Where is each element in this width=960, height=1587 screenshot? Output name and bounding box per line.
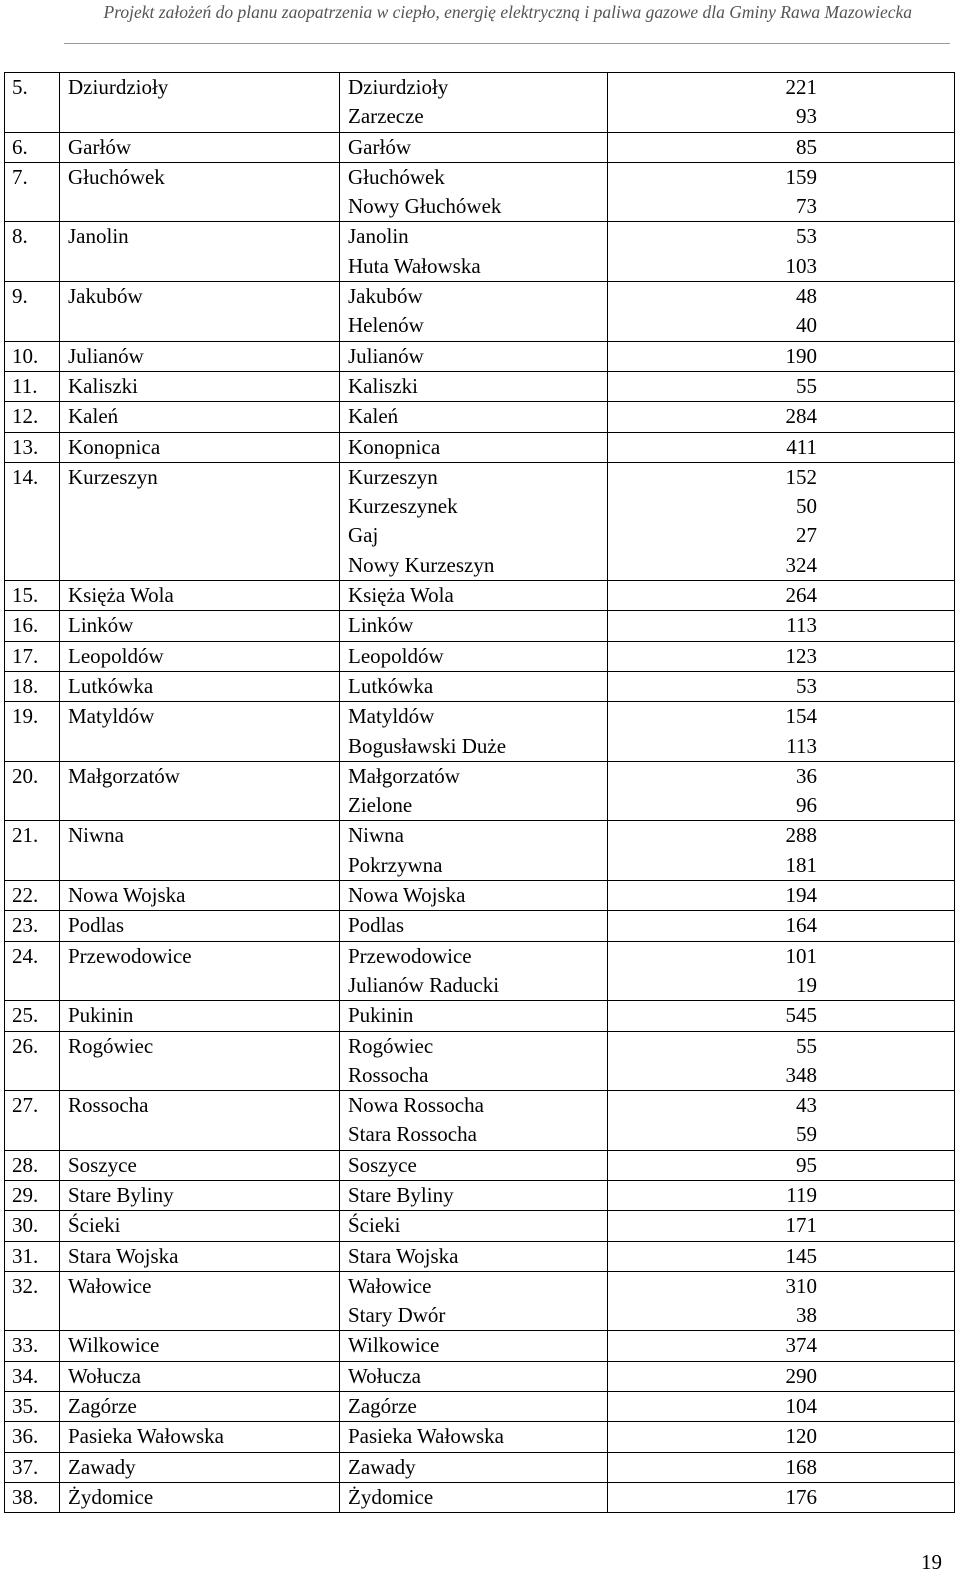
values-cell <box>608 1482 955 1512</box>
values-cell <box>608 1091 955 1151</box>
place-value: 43 <box>796 1093 817 1118</box>
table-row <box>5 821 955 881</box>
place-name: Stara Wojska <box>348 1243 459 1268</box>
place-value: 168 <box>785 1454 817 1479</box>
village-name: Pasieka Wałowska <box>60 1422 340 1452</box>
places-cell <box>340 761 608 821</box>
place-value: 545 <box>785 1003 817 1028</box>
row-number: 38. <box>5 1482 60 1512</box>
village-name: Żydomice <box>60 1482 340 1512</box>
values-cell <box>608 1211 955 1241</box>
village-name: Wołucza <box>60 1361 340 1391</box>
place-name: Żydomice <box>348 1484 434 1509</box>
place-value: 55 <box>796 373 817 398</box>
row-number: 14. <box>5 462 60 580</box>
page-number: 19 <box>921 1550 942 1574</box>
values-cell <box>608 702 955 762</box>
places-cell <box>340 1211 608 1241</box>
place-name: Księża Wola <box>348 583 454 608</box>
table-row <box>5 881 955 911</box>
places-cell <box>340 162 608 222</box>
places-cell <box>340 282 608 342</box>
place-value: 176 <box>785 1484 817 1509</box>
place-value: 27 <box>796 523 817 548</box>
row-number: 13. <box>5 432 60 462</box>
values-cell <box>608 1271 955 1331</box>
table-row <box>5 1091 955 1151</box>
place-name: Ścieki <box>348 1213 401 1238</box>
place-name: Leopoldów <box>348 643 444 668</box>
place-value: 104 <box>785 1394 817 1419</box>
places-cell <box>340 1422 608 1452</box>
place-value: 119 <box>786 1182 817 1207</box>
place-value: 145 <box>785 1243 817 1268</box>
table-row <box>5 1211 955 1241</box>
place-name: Podlas <box>348 913 405 938</box>
place-value: 264 <box>785 583 817 608</box>
places-cell <box>340 1091 608 1151</box>
village-name: Zagórze <box>60 1392 340 1422</box>
place-name: Janolin <box>348 224 409 249</box>
table-row <box>5 1241 955 1271</box>
table-row <box>5 222 955 282</box>
place-value: 48 <box>796 284 817 309</box>
places-cell <box>340 1482 608 1512</box>
place-value: 221 <box>785 75 817 99</box>
values-cell <box>608 1031 955 1091</box>
place-name: Stara Rossocha <box>348 1122 477 1147</box>
row-number: 12. <box>5 402 60 432</box>
table-row <box>5 371 955 401</box>
place-name: Helenów <box>348 313 424 338</box>
place-value: 113 <box>786 733 817 758</box>
place-name: Dziurdzioły <box>348 75 449 99</box>
village-name: Rogówiec <box>60 1031 340 1091</box>
village-name: Ścieki <box>60 1211 340 1241</box>
place-name: Zagórze <box>348 1394 417 1419</box>
place-value: 159 <box>785 164 817 189</box>
values-cell <box>608 761 955 821</box>
place-name: Pokrzywna <box>348 852 443 877</box>
place-name: Małgorzatów <box>348 763 460 788</box>
values-cell <box>608 402 955 432</box>
row-number: 27. <box>5 1091 60 1151</box>
place-value: 348 <box>785 1062 817 1087</box>
place-value: 164 <box>785 913 817 938</box>
row-number: 30. <box>5 1211 60 1241</box>
place-name: Matyldów <box>348 704 435 729</box>
row-number: 11. <box>5 371 60 401</box>
place-value: 36 <box>796 763 817 788</box>
village-name: Rossocha <box>60 1091 340 1151</box>
row-number: 29. <box>5 1180 60 1210</box>
places-cell <box>340 881 608 911</box>
places-cell <box>340 702 608 762</box>
table-row <box>5 911 955 941</box>
place-name: Lutkówka <box>348 673 434 698</box>
village-name: Kaliszki <box>60 371 340 401</box>
place-name: Wilkowice <box>348 1333 440 1358</box>
row-number: 6. <box>5 132 60 162</box>
place-name: Nowy Kurzeszyn <box>348 552 495 577</box>
values-cell <box>608 1361 955 1391</box>
row-number: 25. <box>5 1001 60 1031</box>
village-name: Matyldów <box>60 702 340 762</box>
row-number: 34. <box>5 1361 60 1391</box>
table-row <box>5 581 955 611</box>
village-name: Konopnica <box>60 432 340 462</box>
place-value: 38 <box>796 1303 817 1328</box>
places-cell <box>340 941 608 1001</box>
places-cell <box>340 73 608 133</box>
place-name: Jakubów <box>348 284 423 309</box>
values-cell <box>608 162 955 222</box>
place-name: Pukinin <box>348 1003 414 1028</box>
place-value: 53 <box>796 673 817 698</box>
place-value: 53 <box>796 224 817 249</box>
values-cell <box>608 73 955 133</box>
village-name: Jakubów <box>60 282 340 342</box>
row-number: 9. <box>5 282 60 342</box>
village-name: Podlas <box>60 911 340 941</box>
row-number: 21. <box>5 821 60 881</box>
values-cell <box>608 1452 955 1482</box>
values-cell <box>608 941 955 1001</box>
village-name: Kaleń <box>60 402 340 432</box>
places-cell <box>340 402 608 432</box>
table-row <box>5 611 955 641</box>
village-name: Leopoldów <box>60 641 340 671</box>
village-name: Głuchówek <box>60 162 340 222</box>
table-row <box>5 462 955 580</box>
place-value: 324 <box>785 552 817 577</box>
values-cell <box>608 881 955 911</box>
row-number: 8. <box>5 222 60 282</box>
places-cell <box>340 1331 608 1361</box>
values-cell <box>608 1241 955 1271</box>
place-value: 85 <box>796 134 817 159</box>
place-name: Nowa Rossocha <box>348 1093 484 1118</box>
place-value: 310 <box>785 1273 817 1298</box>
place-value: 103 <box>785 253 817 278</box>
place-name: Zawady <box>348 1454 416 1479</box>
table-row <box>5 702 955 762</box>
values-cell <box>608 132 955 162</box>
place-value: 190 <box>785 343 817 368</box>
place-name: Stare Byliny <box>348 1182 454 1207</box>
places-cell <box>340 641 608 671</box>
place-value: 59 <box>796 1122 817 1147</box>
village-name: Niwna <box>60 821 340 881</box>
place-value: 113 <box>786 613 817 638</box>
village-name: Stare Byliny <box>60 1180 340 1210</box>
row-number: 31. <box>5 1241 60 1271</box>
places-cell <box>340 1031 608 1091</box>
village-name: Janolin <box>60 222 340 282</box>
values-cell <box>608 1331 955 1361</box>
row-number: 17. <box>5 641 60 671</box>
place-value: 290 <box>785 1363 817 1388</box>
place-name: Garłów <box>348 134 411 159</box>
table-row <box>5 1331 955 1361</box>
row-number: 36. <box>5 1422 60 1452</box>
village-name: Wilkowice <box>60 1331 340 1361</box>
row-number: 28. <box>5 1150 60 1180</box>
row-number: 22. <box>5 881 60 911</box>
village-name: Soszyce <box>60 1150 340 1180</box>
table-row <box>5 402 955 432</box>
place-name: Bogusławski Duże <box>348 733 507 758</box>
places-cell <box>340 371 608 401</box>
values-cell <box>608 581 955 611</box>
village-name: Dziurdzioły <box>60 73 340 133</box>
values-cell <box>608 611 955 641</box>
places-cell <box>340 611 608 641</box>
row-number: 37. <box>5 1452 60 1482</box>
places-cell <box>340 671 608 701</box>
places-cell <box>340 432 608 462</box>
place-value: 152 <box>785 464 817 489</box>
table-row <box>5 671 955 701</box>
values-cell <box>608 1422 955 1452</box>
place-name: Linków <box>348 613 414 638</box>
row-number: 7. <box>5 162 60 222</box>
row-number: 24. <box>5 941 60 1001</box>
places-cell <box>340 132 608 162</box>
place-name: Wałowice <box>348 1273 432 1298</box>
table-row <box>5 1482 955 1512</box>
village-name: Julianów <box>60 341 340 371</box>
village-name: Kurzeszyn <box>60 462 340 580</box>
place-name: Rossocha <box>348 1062 429 1087</box>
place-name: Przewodowice <box>348 943 472 968</box>
village-name: Nowa Wojska <box>60 881 340 911</box>
place-name: Rogówiec <box>348 1033 434 1058</box>
place-value: 374 <box>785 1333 817 1358</box>
table-row <box>5 1361 955 1391</box>
table-row <box>5 1422 955 1452</box>
row-number: 15. <box>5 581 60 611</box>
place-name: Zarzecze <box>348 104 424 129</box>
document-title: Projekt założeń do planu zaopatrzenia w ciepło, energię elektryczną i paliwa gazowe dla Gminy Rawa Mazowiecka <box>103 2 912 22</box>
place-name: Gaj <box>348 523 379 548</box>
places-cell <box>340 1271 608 1331</box>
values-cell <box>608 222 955 282</box>
table-row <box>5 641 955 671</box>
place-name: Kurzeszynek <box>348 494 458 519</box>
values-cell <box>608 641 955 671</box>
row-number: 10. <box>5 341 60 371</box>
place-name: Stary Dwór <box>348 1303 446 1328</box>
table-row <box>5 341 955 371</box>
places-cell <box>340 1001 608 1031</box>
values-cell <box>608 1001 955 1031</box>
header-divider <box>64 43 950 44</box>
places-cell <box>340 1180 608 1210</box>
place-value: 96 <box>796 793 817 818</box>
place-name: Kurzeszyn <box>348 464 438 489</box>
place-value: 93 <box>796 104 817 129</box>
places-cell <box>340 1452 608 1482</box>
place-value: 411 <box>786 434 817 459</box>
place-name: Nowa Wojska <box>348 883 466 908</box>
values-cell <box>608 671 955 701</box>
place-value: 123 <box>785 643 817 668</box>
row-number: 16. <box>5 611 60 641</box>
table-row <box>5 941 955 1001</box>
villages-table <box>4 72 955 1513</box>
table-row <box>5 1180 955 1210</box>
row-number: 26. <box>5 1031 60 1091</box>
places-cell <box>340 1150 608 1180</box>
place-value: 40 <box>796 313 817 338</box>
values-cell <box>608 341 955 371</box>
table-row <box>5 162 955 222</box>
place-value: 19 <box>796 972 817 997</box>
table-row <box>5 132 955 162</box>
place-value: 73 <box>796 194 817 219</box>
place-name: Kaleń <box>348 404 399 429</box>
table-row <box>5 1150 955 1180</box>
place-name: Julianów <box>348 343 424 368</box>
village-name: Lutkówka <box>60 671 340 701</box>
place-name: Huta Wałowska <box>348 253 481 278</box>
place-name: Pasieka Wałowska <box>348 1424 504 1449</box>
places-cell <box>340 821 608 881</box>
values-cell <box>608 462 955 580</box>
places-cell <box>340 581 608 611</box>
village-name: Przewodowice <box>60 941 340 1001</box>
page-header <box>0 0 960 44</box>
places-cell <box>340 341 608 371</box>
table-row <box>5 1452 955 1482</box>
place-name: Niwna <box>348 823 404 848</box>
place-value: 101 <box>785 943 817 968</box>
place-name: Zielone <box>348 793 413 818</box>
village-name: Linków <box>60 611 340 641</box>
row-number: 35. <box>5 1392 60 1422</box>
values-cell <box>608 1180 955 1210</box>
place-value: 55 <box>796 1033 817 1058</box>
table-row <box>5 282 955 342</box>
values-cell <box>608 282 955 342</box>
village-name: Księża Wola <box>60 581 340 611</box>
values-cell <box>608 432 955 462</box>
place-value: 120 <box>785 1424 817 1449</box>
places-cell <box>340 1241 608 1271</box>
place-value: 194 <box>785 883 817 908</box>
values-cell <box>608 371 955 401</box>
table-row <box>5 1001 955 1031</box>
village-name: Zawady <box>60 1452 340 1482</box>
table-row <box>5 73 955 133</box>
place-name: Głuchówek <box>348 164 445 189</box>
values-cell <box>608 1150 955 1180</box>
village-name: Wałowice <box>60 1271 340 1331</box>
place-name: Kaliszki <box>348 373 418 398</box>
table-row <box>5 1031 955 1091</box>
places-cell <box>340 1392 608 1422</box>
place-name: Julianów Raducki <box>348 972 500 997</box>
place-value: 284 <box>785 404 817 429</box>
place-name: Konopnica <box>348 434 441 459</box>
village-name: Pukinin <box>60 1001 340 1031</box>
places-cell <box>340 462 608 580</box>
row-number: 23. <box>5 911 60 941</box>
village-name: Garłów <box>60 132 340 162</box>
row-number: 20. <box>5 761 60 821</box>
place-name: Nowy Głuchówek <box>348 194 502 219</box>
place-value: 288 <box>785 823 817 848</box>
villages-table-body <box>5 73 955 1513</box>
values-cell <box>608 911 955 941</box>
values-cell <box>608 821 955 881</box>
table-row <box>5 432 955 462</box>
place-value: 95 <box>796 1152 817 1177</box>
row-number: 5. <box>5 73 60 133</box>
place-value: 171 <box>785 1213 817 1238</box>
places-cell <box>340 222 608 282</box>
village-name: Stara Wojska <box>60 1241 340 1271</box>
row-number: 32. <box>5 1271 60 1331</box>
place-value: 50 <box>796 494 817 519</box>
table-row <box>5 761 955 821</box>
village-name: Małgorzatów <box>60 761 340 821</box>
places-cell <box>340 1361 608 1391</box>
place-name: Soszyce <box>348 1152 417 1177</box>
row-number: 18. <box>5 671 60 701</box>
table-row <box>5 1271 955 1331</box>
row-number: 19. <box>5 702 60 762</box>
places-cell <box>340 911 608 941</box>
row-number: 33. <box>5 1331 60 1361</box>
values-cell <box>608 1392 955 1422</box>
place-value: 181 <box>785 852 817 877</box>
table-row <box>5 1392 955 1422</box>
place-value: 154 <box>785 704 817 729</box>
place-name: Wołucza <box>348 1363 421 1388</box>
